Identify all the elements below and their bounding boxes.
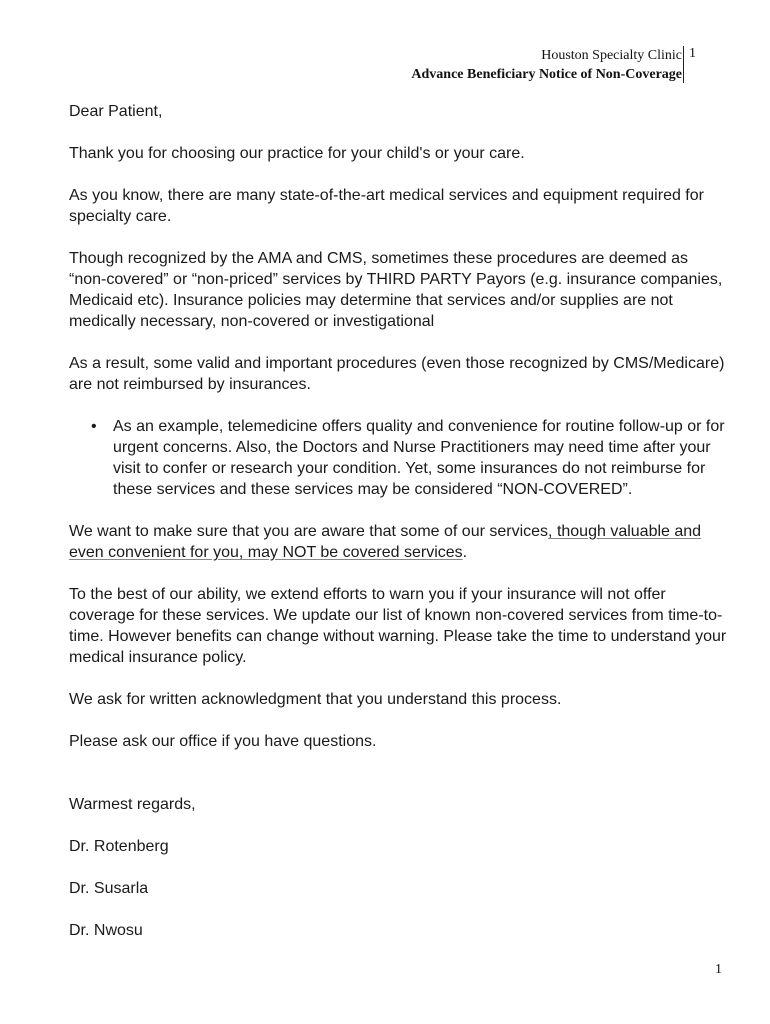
- awareness-underlined-text: , though valuable and even convenient for you, may NOT be covered services: [69, 523, 702, 561]
- signer-susarla: Dr. Susarla: [69, 880, 149, 897]
- list-item: [91, 416, 729, 500]
- clinic-name: Houston Specialty Clinic: [541, 48, 682, 63]
- paragraph-questions: Please ask our office if you have questions.: [69, 733, 377, 750]
- letter-body: [69, 101, 729, 962]
- paragraph-services: As you know, there are many state-of-the-art medical services and equipment required for specialty care.: [69, 187, 704, 225]
- bullet-text-telemedicine: As an example, telemedicine offers quality and convenience for routine follow-up or for urgent concerns. Also, the Doctors and Nurse Practitioners may need time after your visit to confer or research your condition. Yet, some insurances do not reimburse for these services and these services may be considered “NON-COVERED”.: [113, 418, 725, 498]
- spacer: [69, 773, 729, 794]
- paragraph-thanks: Thank you for choosing our practice for your child's or your care.: [69, 145, 525, 162]
- awareness-period: .: [462, 544, 468, 561]
- closing: Warmest regards,: [69, 796, 196, 813]
- greeting: Dear Patient,: [69, 103, 163, 120]
- paragraph-warning: To the best of our ability, we extend efforts to warn you if your insurance will not offer coverage for these services. We update our list of known non-covered services from time-to-time. However benefits can change without warning. Please take the time to understand your medical insurance policy.: [69, 586, 727, 666]
- notice-title: Advance Beneficiary Notice of Non-Coverage: [411, 67, 682, 82]
- bullet-symbol: •: [91, 418, 97, 435]
- bullet-list: [69, 416, 729, 500]
- paragraph-awareness: [69, 521, 729, 563]
- paragraph-non-covered: Though recognized by the AMA and CMS, sometimes these procedures are deemed as “non-covered” or “non-priced” services by THIRD PARTY Payors (e.g. insurance companies, Medicaid etc). Insurance policies may determine that services and/or supplies are not medically necessary, non-covered or investigational: [69, 250, 723, 330]
- paragraph-result: As a result, some valid and important procedures (even those recognized by CMS/Medicare) are not reimbursed by insurances.: [69, 355, 725, 393]
- signer-nwosu: Dr. Nwosu: [69, 922, 143, 939]
- page-header: [411, 46, 682, 84]
- awareness-text: We want to make sure that you are aware that some of our services: [69, 523, 549, 540]
- footer-page-number: 1: [715, 962, 722, 977]
- header-divider: [683, 46, 684, 83]
- paragraph-acknowledgment: We ask for written acknowledgment that you understand this process.: [69, 691, 562, 708]
- header-page-number: 1: [689, 46, 696, 61]
- signer-rotenberg: Dr. Rotenberg: [69, 838, 169, 855]
